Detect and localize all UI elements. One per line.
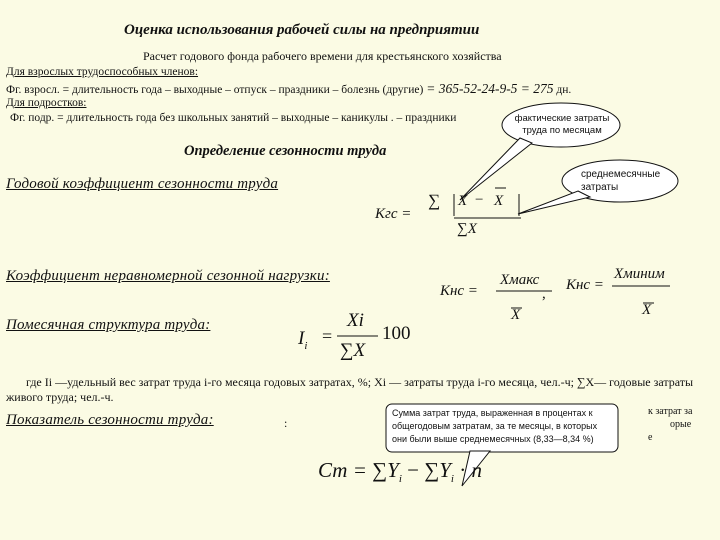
annual-coef-lhs: Кгс = xyxy=(375,206,412,222)
annual-coef-xbar: X xyxy=(494,193,504,209)
monthly-structure-den: ∑X xyxy=(340,340,366,361)
seasonality-sub2: i xyxy=(450,473,454,486)
uneven-coef-den1: X xyxy=(511,307,521,323)
monthly-structure-sub: i xyxy=(304,339,308,352)
hidden-tail-2: орые xyxy=(670,419,692,430)
teens-formula: Фг. подр. = длительность года без школьных занятий – выходные – каникулы . – праздники xyxy=(10,112,457,124)
seasonality-lhs: Ст = xyxy=(318,458,367,482)
adults-formula-text: Фг. взросл. = длительность года – выходные – отпуск – праздники – болезнь (другие) xyxy=(6,84,424,96)
uneven-coef-lhs1: Кнс = xyxy=(440,283,478,299)
monthly-structure-factor: 100 xyxy=(382,323,411,344)
actual-costs-pointer xyxy=(460,138,532,200)
annual-coef-x: X xyxy=(458,193,468,209)
seasonality-formula xyxy=(318,458,482,485)
avg-monthly-pointer xyxy=(518,191,590,214)
annual-coef-minus: − xyxy=(475,192,484,208)
monthly-structure-label: Помесячная структура труда: xyxy=(6,317,211,333)
actual-costs-callout: фактические затраты труда по месяцам xyxy=(514,113,610,136)
annual-coef-sum: ∑ xyxy=(428,191,441,210)
uneven-coef-lhs2: Кнс = xyxy=(566,277,604,293)
adults-formula-calc: = 365-52-24-9-5 = 275 xyxy=(426,81,554,96)
seasonality-sum2: ∑ xyxy=(424,458,440,482)
page-title: Оценка использования рабочей силы на предприятии xyxy=(124,22,480,38)
seasonality-y2: Y xyxy=(439,458,451,482)
monthly-structure-num: Xi xyxy=(347,310,364,331)
hidden-tail-3: е xyxy=(648,432,653,443)
seasonality-n: n xyxy=(471,458,482,482)
avg-monthly-callout: среднемесячные затраты xyxy=(581,169,661,193)
uneven-coef-den2: X xyxy=(642,302,652,318)
uneven-coef-comma: , xyxy=(542,286,546,302)
annual-coef-label: Годовой коэффициент сезонности труда xyxy=(6,176,279,192)
monthly-structure-i: I xyxy=(298,328,305,349)
monthly-structure-lhs xyxy=(298,328,307,352)
seasonality-index-label: Показатель сезонности труда: xyxy=(6,412,214,428)
seasonality-index-colon: : xyxy=(284,416,288,430)
monthly-structure-eq: = xyxy=(322,326,333,346)
uneven-coef-label: Коэффициент неравномерной сезонной нагрузки: xyxy=(6,268,330,284)
seasonality-minus: − xyxy=(407,458,419,482)
sum-note-callout: Сумма затрат труда, выраженная в процентах к общегодовым затратам, за те месяцы, в которых они были выше среднемесячных (8,33—8,34 %) xyxy=(392,408,598,444)
teens-label: Для подростков: xyxy=(6,97,87,109)
hidden-tail-1: к затрат за xyxy=(648,406,693,417)
footnote: где Ii —удельный вес затрат труда i-го месяца годовых затратах, %; Xi — затраты труда i-го месяца, чел.-ч; ∑X— годовые затраты живого труда; чел.-ч. xyxy=(6,375,694,404)
seasonality-dot: · xyxy=(459,458,467,482)
seasonality-sub1: i xyxy=(398,473,402,486)
uneven-coef-num1: Хмакс xyxy=(500,272,540,288)
subtitle: Расчет годового фонда рабочего времени для крестьянского хозяйства xyxy=(143,49,502,63)
adults-label: Для взрослых трудоспособных членов: xyxy=(6,66,199,78)
annual-coef-den: ∑X xyxy=(457,221,477,237)
seasonality-y1: Y xyxy=(387,458,399,482)
adults-unit: дн. xyxy=(556,84,572,96)
seasonality-heading: Определение сезонности труда xyxy=(184,143,387,159)
seasonality-sum1: ∑ xyxy=(372,458,388,482)
uneven-coef-num2: Хминим xyxy=(614,266,665,282)
